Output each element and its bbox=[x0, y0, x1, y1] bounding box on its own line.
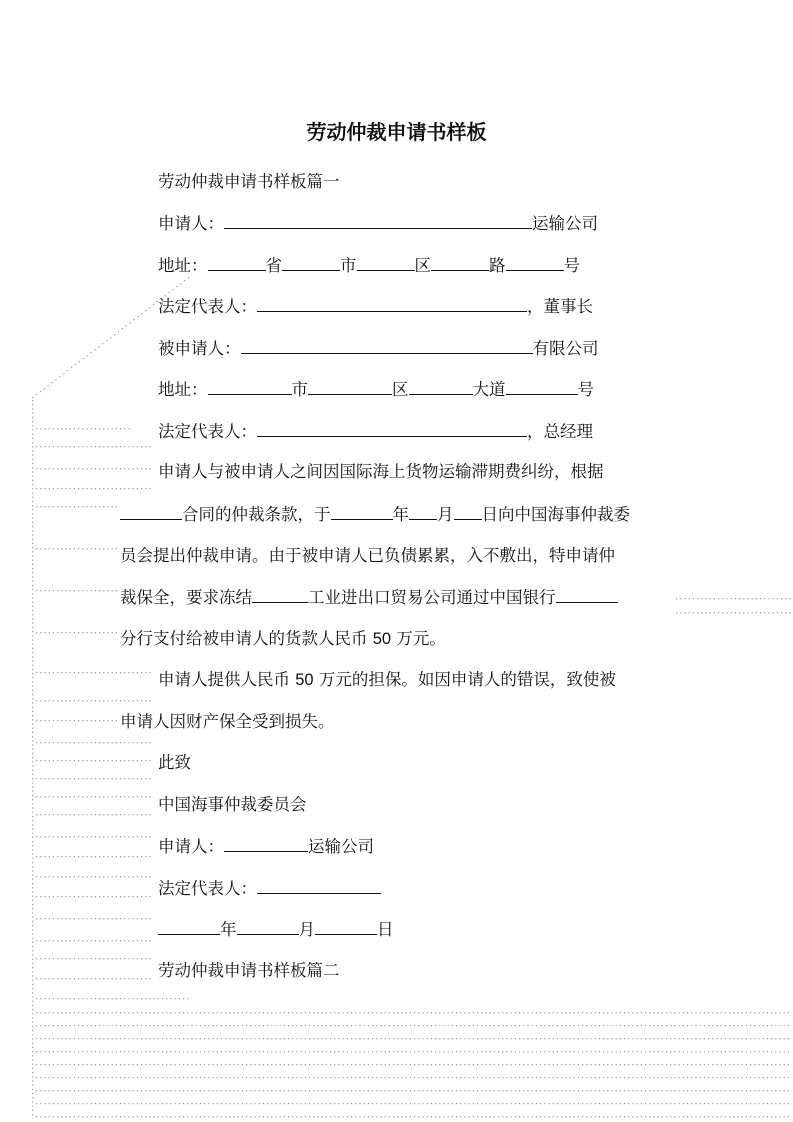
company-blank bbox=[252, 585, 308, 603]
legal-rep-blank bbox=[257, 294, 527, 312]
para1-line-3: 员会提出仲裁申请。由于被申请人已负债累累，入不敷出，特申请仲 bbox=[120, 546, 615, 565]
signature-applicant-line: 申请人： 运输公司 bbox=[158, 834, 374, 859]
legal-rep-title: ，董事长 bbox=[527, 297, 593, 316]
document-title: 劳动仲裁申请书样板 bbox=[306, 120, 487, 144]
legal-rep-blank bbox=[257, 419, 527, 437]
bank-branch-blank bbox=[556, 585, 618, 603]
applicant-label: 申请人： bbox=[158, 214, 224, 233]
para1-line-4: 裁保全，要求冻结 工业进出口贸易公司通过中国银行 bbox=[120, 585, 618, 610]
signature-legal-rep-blank bbox=[257, 876, 381, 894]
respondent-label: 被申请人： bbox=[158, 339, 241, 358]
para1-line-2: 合同的仲裁条款，于 年 月 日向中国海事仲裁委 bbox=[120, 502, 630, 527]
signature-date-line: 年 月 日 bbox=[158, 917, 394, 942]
applicant-address-line bbox=[158, 253, 580, 278]
avenue-blank bbox=[409, 377, 473, 395]
legal-rep-line-2 bbox=[158, 419, 593, 444]
month-blank bbox=[409, 502, 437, 520]
addr-district: 区 bbox=[414, 256, 431, 275]
addr-district: 区 bbox=[392, 380, 409, 399]
addr-avenue: 大道 bbox=[472, 380, 506, 399]
date-day-blank bbox=[315, 917, 377, 935]
para2-line-1: 申请人提供人民币 50 万元的担保。如因申请人的错误，致使被 bbox=[158, 670, 616, 689]
addr-city: 市 bbox=[291, 380, 308, 399]
closing: 此致 bbox=[158, 753, 191, 772]
address-label: 地址： bbox=[158, 380, 208, 399]
addressee: 中国海事仲裁委员会 bbox=[158, 795, 307, 814]
district-blank bbox=[357, 253, 415, 271]
number-blank bbox=[506, 377, 578, 395]
city-blank bbox=[282, 253, 340, 271]
road-blank bbox=[431, 253, 489, 271]
legal-rep-label: 法定代表人： bbox=[158, 422, 257, 441]
addr-city: 市 bbox=[340, 256, 357, 275]
legal-rep-title: ，总经理 bbox=[527, 422, 593, 441]
legal-rep-label: 法定代表人： bbox=[158, 297, 257, 316]
number-blank bbox=[506, 253, 564, 271]
applicant-line bbox=[158, 211, 598, 236]
section-1-heading: 劳动仲裁申请书样板篇一 bbox=[158, 172, 340, 191]
applicant-suffix: 运输公司 bbox=[532, 214, 598, 233]
applicant-name-blank bbox=[224, 211, 532, 229]
para1-line-5: 分行支付给被申请人的货款人民币 50 万元。 bbox=[120, 629, 446, 648]
contract-blank bbox=[120, 502, 182, 520]
province-blank bbox=[208, 253, 266, 271]
para2-line-2: 申请人因财产保全受到损失。 bbox=[120, 712, 335, 731]
day-blank bbox=[454, 502, 482, 520]
addr-province: 省 bbox=[265, 256, 282, 275]
respondent-name-blank bbox=[241, 336, 533, 354]
year-blank bbox=[331, 502, 393, 520]
date-month-blank bbox=[237, 917, 299, 935]
respondent-line bbox=[158, 336, 599, 361]
addr-number: 号 bbox=[563, 256, 580, 275]
para1-line-1: 申请人与被申请人之间因国际海上货物运输滞期费纠纷，根据 bbox=[158, 462, 604, 481]
addr-road: 路 bbox=[489, 256, 506, 275]
district-blank bbox=[308, 377, 392, 395]
dot-pattern bbox=[32, 277, 791, 1117]
legal-rep-line-1 bbox=[158, 294, 593, 319]
date-year-blank bbox=[158, 917, 220, 935]
addr-number: 号 bbox=[577, 380, 594, 399]
respondent-address-line bbox=[158, 377, 594, 402]
address-label: 地址： bbox=[158, 256, 208, 275]
city-blank bbox=[208, 377, 292, 395]
section-2-heading: 劳动仲裁申请书样板篇二 bbox=[158, 961, 340, 980]
signature-applicant-blank bbox=[224, 834, 308, 852]
respondent-suffix: 有限公司 bbox=[532, 339, 599, 358]
signature-legal-rep-line: 法定代表人： bbox=[158, 876, 381, 901]
